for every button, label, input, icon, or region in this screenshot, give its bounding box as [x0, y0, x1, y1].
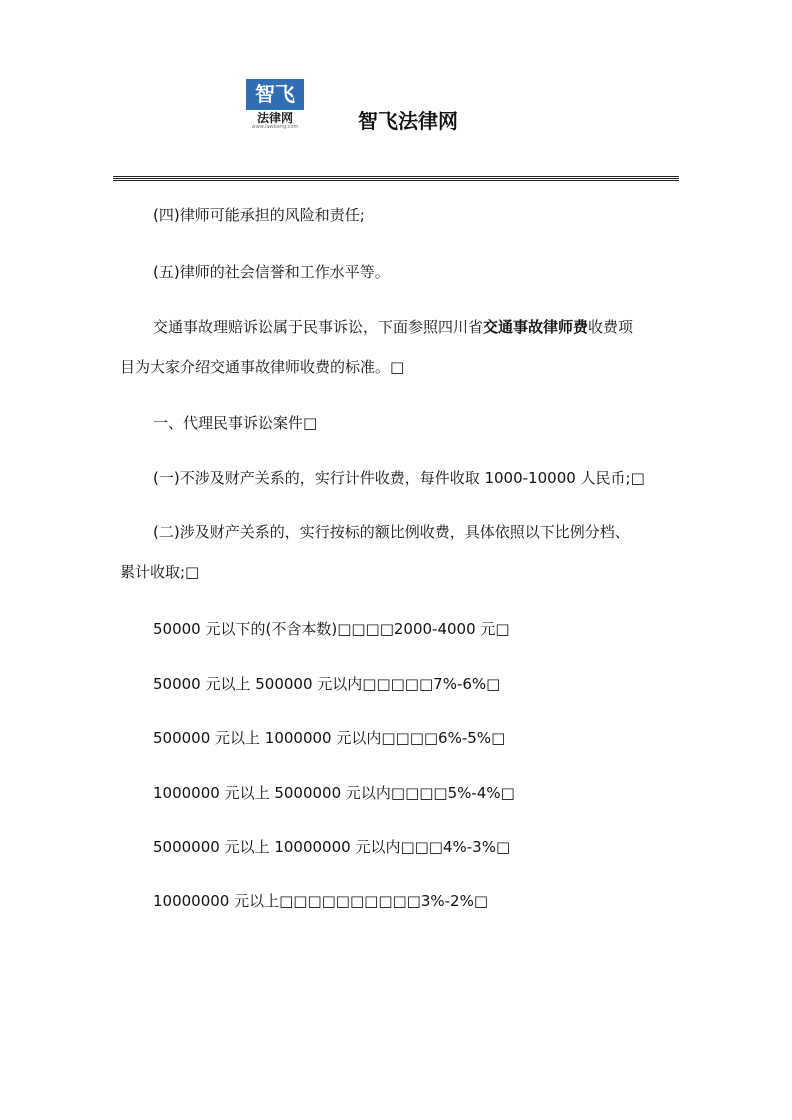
fee-tier-row: 50000 元以下的(不含本数)□□□□2000-4000 元□: [153, 620, 510, 638]
fee-tier-row: 1000000 元以上 5000000 元以内□□□□5%-4%□: [153, 784, 515, 802]
header-divider: [113, 176, 679, 181]
paragraph-flat-fee: (一)不涉及财产关系的，实行计件收费，每件收取 1000-10000 人民币;□: [153, 469, 645, 487]
fee-tier-row: 500000 元以上 1000000 元以内□□□□6%-5%□: [153, 729, 506, 747]
paragraph-proportional-line1: (二)涉及财产关系的，实行按标的额比例收费，具体依照以下比例分档、: [153, 523, 630, 541]
fee-tier-row: 50000 元以上 500000 元以内□□□□□7%-6%□: [153, 675, 501, 693]
logo-url: www.lawbang.com: [251, 124, 299, 130]
logo-subtitle: 法律网: [256, 111, 293, 125]
logo-brand-text: 智飞: [246, 79, 304, 110]
intro-text-post: 收费项: [588, 318, 634, 336]
paragraph-intro-line1: [153, 317, 633, 337]
section-heading: 一、代理民事诉讼案件□: [153, 414, 318, 432]
site-logo: [246, 79, 304, 131]
paragraph-intro-line2: 目为大家介绍交通事故律师收费的标准。□: [120, 358, 405, 376]
paragraph-reputation: (五)律师的社会信誉和工作水平等。: [153, 263, 390, 281]
fee-tier-row: 5000000 元以上 10000000 元以内□□□4%-3%□: [153, 838, 511, 856]
fee-tier-row: 10000000 元以上□□□□□□□□□□3%-2%□: [153, 892, 489, 910]
intro-text-pre: 交通事故理赔诉讼属于民事诉讼，下面参照四川省: [153, 318, 484, 336]
paragraph-risk: (四)律师可能承担的风险和责任;: [153, 206, 365, 224]
site-title: 智飞法律网: [358, 109, 458, 133]
intro-text-bold: 交通事故律师费: [483, 318, 589, 336]
paragraph-proportional-line2: 累计收取;□: [120, 563, 200, 581]
